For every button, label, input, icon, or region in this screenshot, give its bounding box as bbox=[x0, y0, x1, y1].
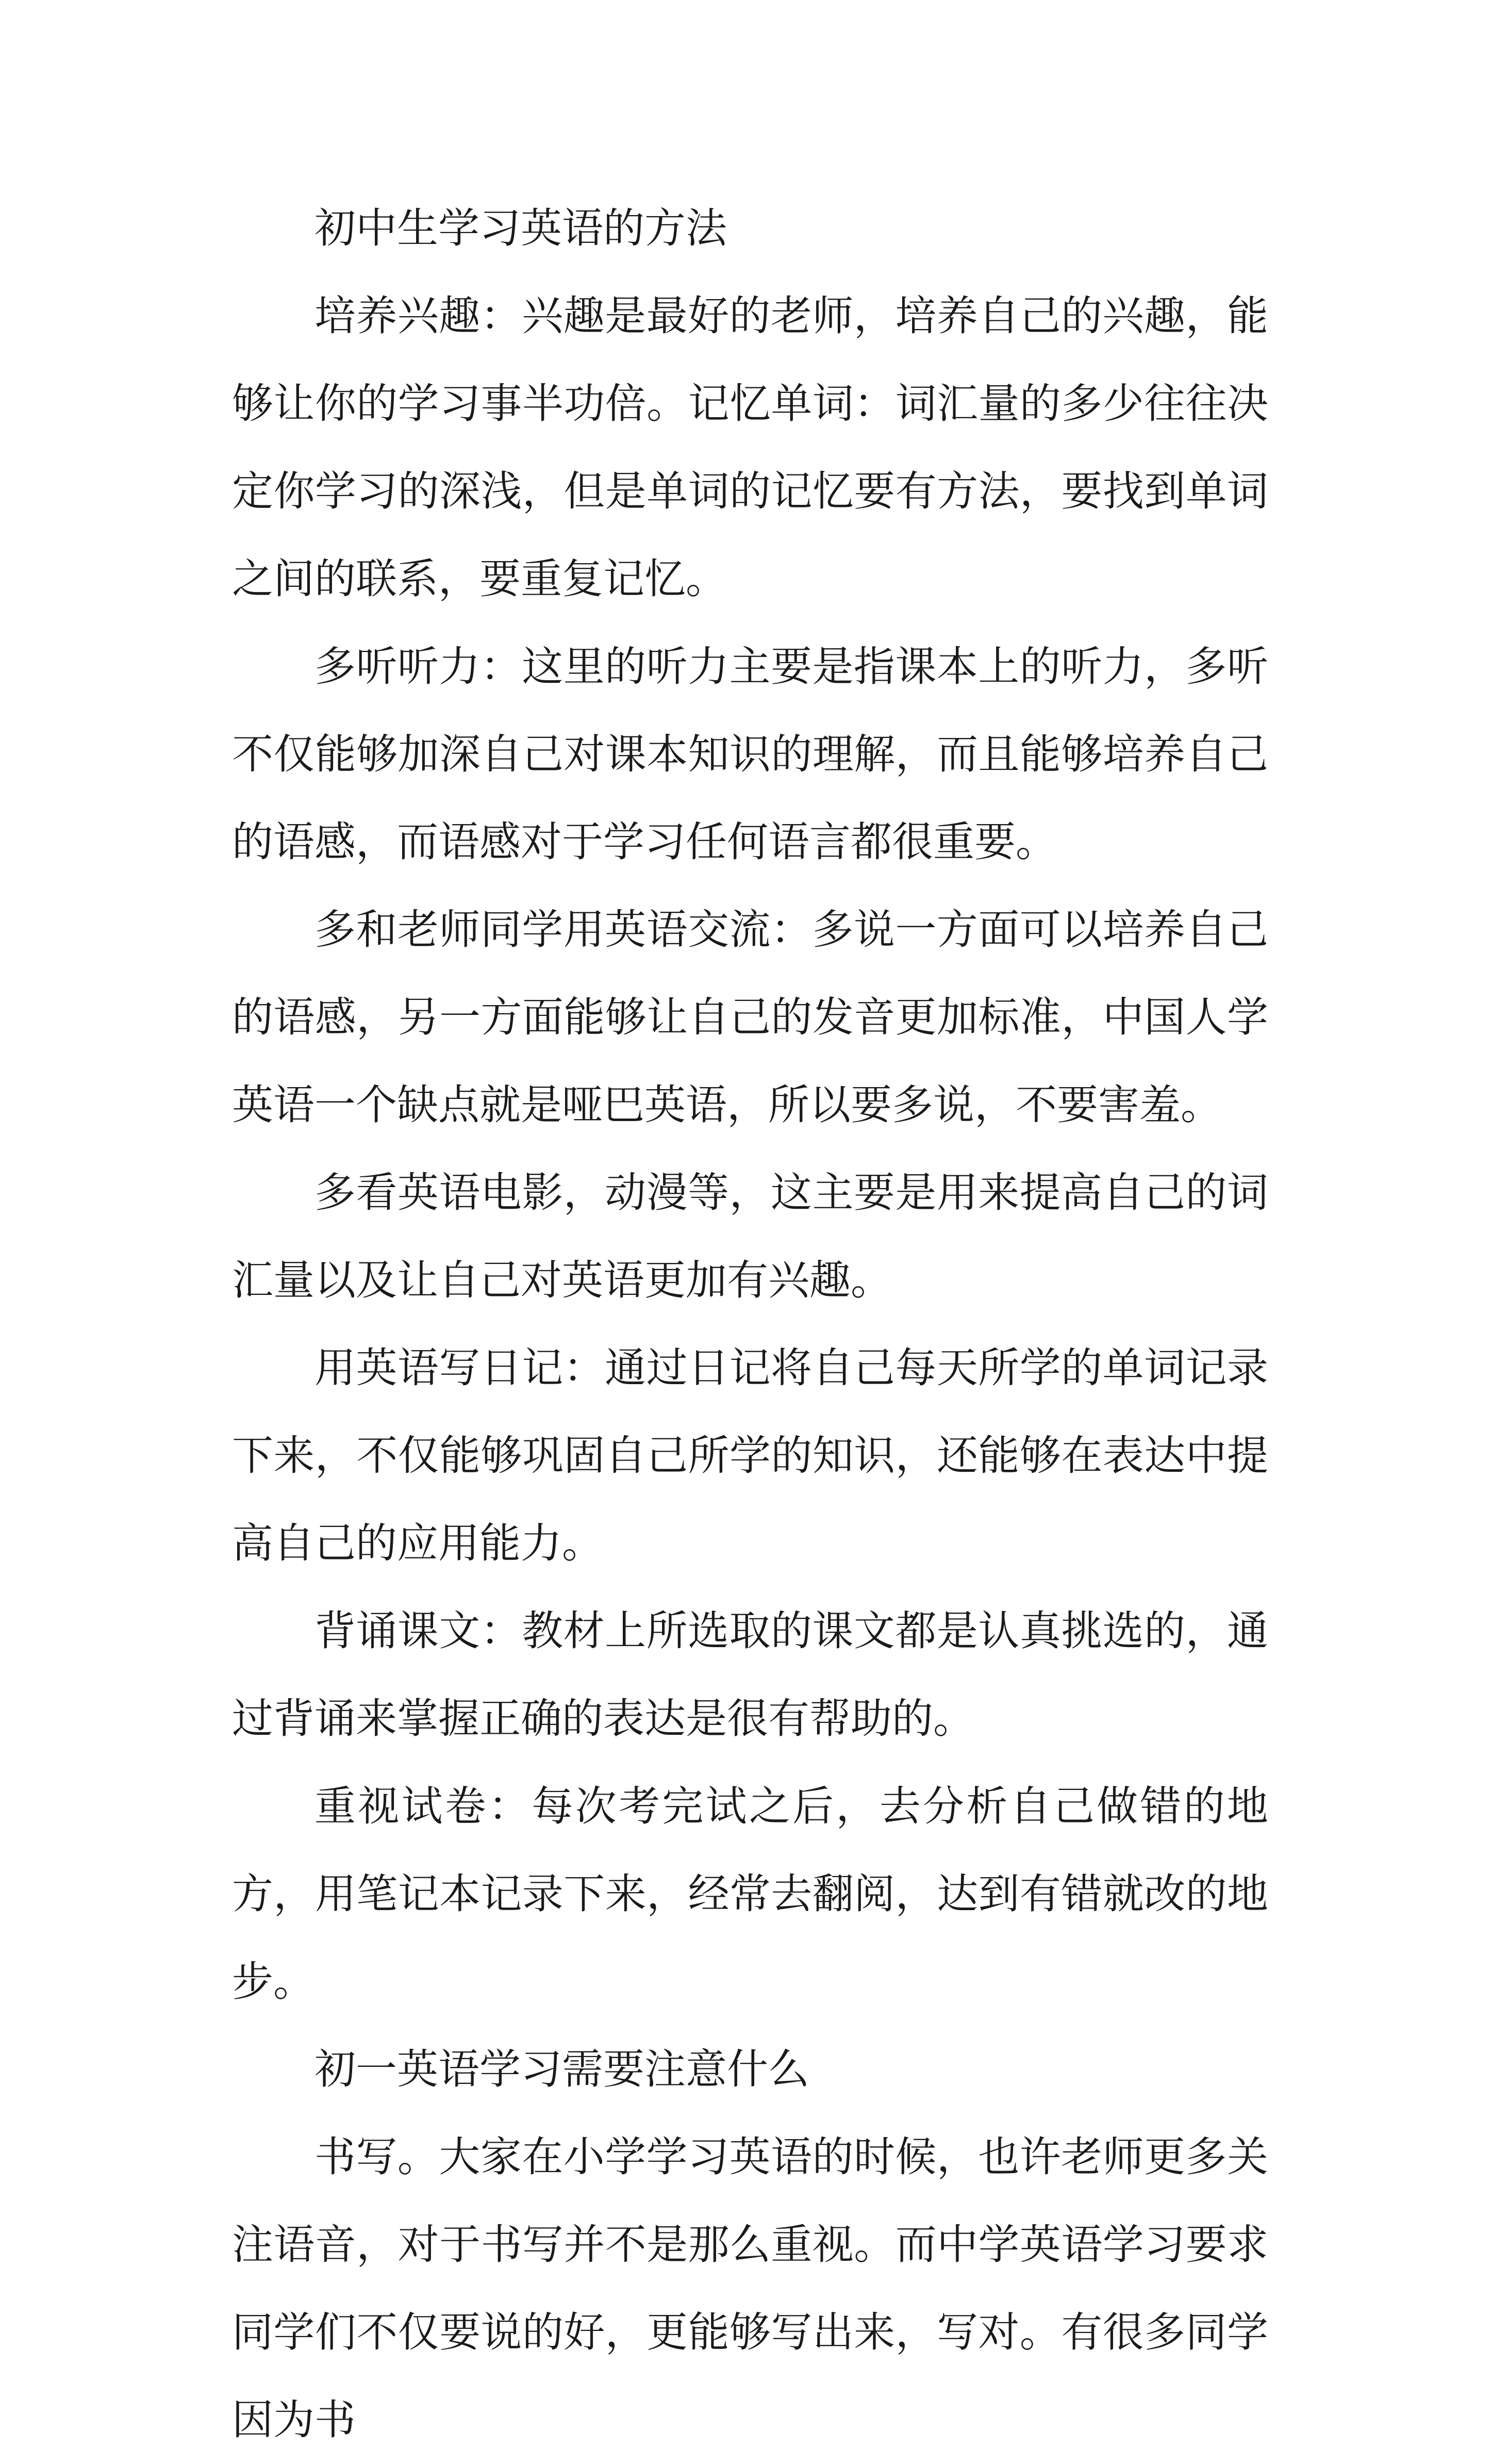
paragraph-recite: 背诵课文：教材上所选取的课文都是认真挑选的，通过背诵来掌握正确的表达是很有帮助的。 bbox=[232, 1607, 1268, 1743]
paragraph-speaking: 多和老师同学用英语交流：多说一方面可以培养自己的语感，另一方面能够让自己的发音更加标准，中国人学英语一个缺点就是哑巴英语，所以要多说，不要害羞。 bbox=[232, 906, 1268, 1129]
paragraph-diary: 用英语写日记：通过日记将自己每天所学的单词记录下来，不仅能够巩固自己所学的知识，还能够在表达中提高自己的应用能力。 bbox=[232, 1344, 1268, 1567]
paragraph-movies: 多看英语电影，动漫等，这主要是用来提高自己的词汇量以及让自己对英语更加有兴趣。 bbox=[232, 1169, 1268, 1304]
section-heading-methods: 初中生学习英语的方法 bbox=[314, 204, 727, 252]
paragraph-listening: 多听听力：这里的听力主要是指课本上的听力，多听不仅能够加深自己对课本知识的理解，而且能够培养自己的语感，而语感对于学习任何语言都很重要。 bbox=[232, 643, 1268, 866]
paragraph-interest: 培养兴趣：兴趣是最好的老师，培养自己的兴趣，能够让你的学习事半功倍。记忆单词：词汇量的多少往往决定你学习的深浅，但是单词的记忆要有方法，要找到单词之间的联系，要重复记忆。 bbox=[232, 292, 1268, 603]
paragraph-exams: 重视试卷：每次考完试之后，去分析自己做错的地方，用笔记本记录下来，经常去翻阅，达到有错就改的地步。 bbox=[232, 1782, 1268, 2006]
document-body bbox=[232, 185, 1268, 2464]
section-heading-notes: 初一英语学习需要注意什么 bbox=[314, 2045, 809, 2093]
paragraph-writing: 书写。大家在小学学习英语的时候，也许老师更多关注语音，对于书写并不是那么重视。而中学英语学习要求同学们不仅要说的好，更能够写出来，写对。有很多同学因为书 bbox=[232, 2133, 1268, 2444]
